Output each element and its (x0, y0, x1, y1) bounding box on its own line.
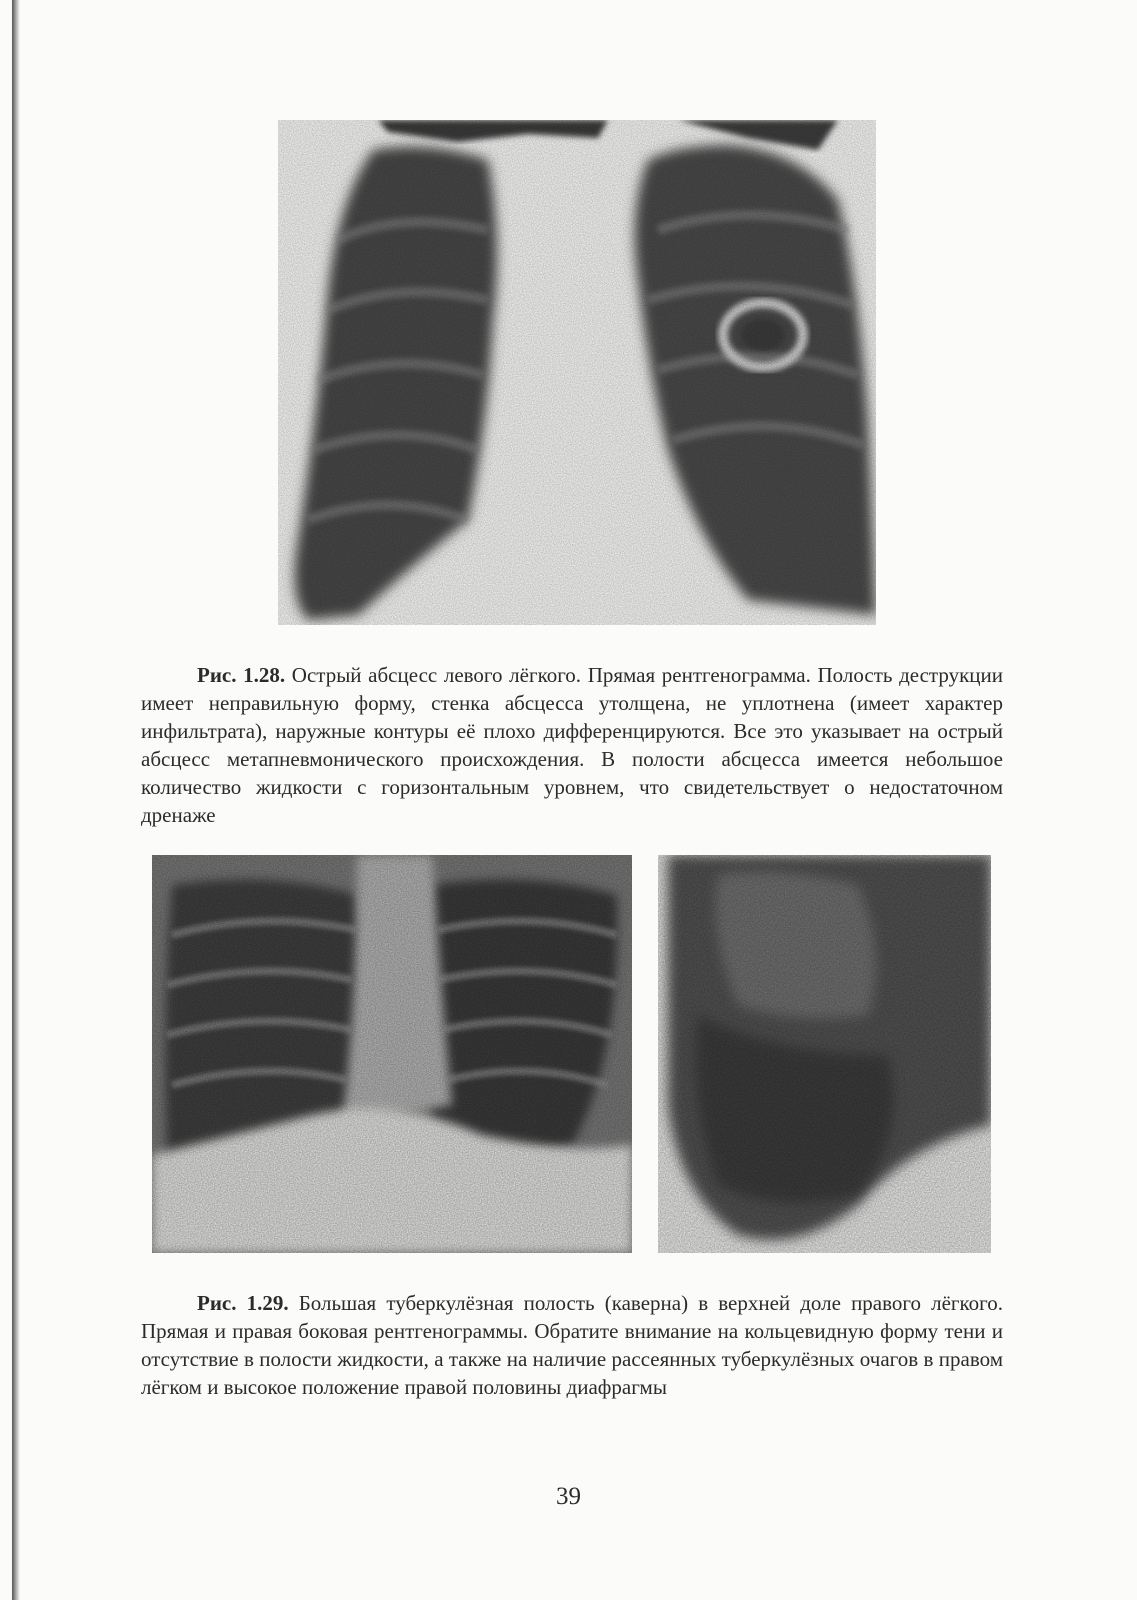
figure-label: Рис. 1.28. (197, 663, 286, 687)
xray-image-fig-1-29-frontal (152, 855, 632, 1253)
figure-label: Рис. 1.29. (197, 1291, 289, 1315)
page-number: 39 (556, 1483, 581, 1510)
xray-image-fig-1-28 (278, 120, 876, 625)
figure-caption-1-29 (141, 1289, 1003, 1401)
caption-text: Острый абсцесс левого лёгкого. Прямая рентгенограмма. Полость деструкции имеет неправильную форму, стенка абсцесса утолщена, не уплотнена (имеет характер инфильтрата), наружные контуры её плохо дифференцируются. Все это указывает на острый абсцесс метапневмонического происхождения. В полости абсцесса имеется небольшое количество жидкости с горизонтальным уровнем, что свидетельствует о недостаточном дренаже (141, 663, 1004, 827)
book-spine-shadow (12, 0, 20, 1600)
xray-image-fig-1-29-lateral (658, 855, 991, 1253)
caption-text: Большая туберкулёзная полость (каверна) в верхней доле правого лёгкого. Прямая и правая боковая рентгенограммы. Обратите внимание на кольцевидную форму тени и отсутствие в полости жидкости, а также на наличие рассеянных туберкулёзных очагов в правом лёгком и высокое положение правой половины диафрагмы (141, 1291, 1003, 1399)
figure-caption-1-28 (141, 661, 1003, 829)
